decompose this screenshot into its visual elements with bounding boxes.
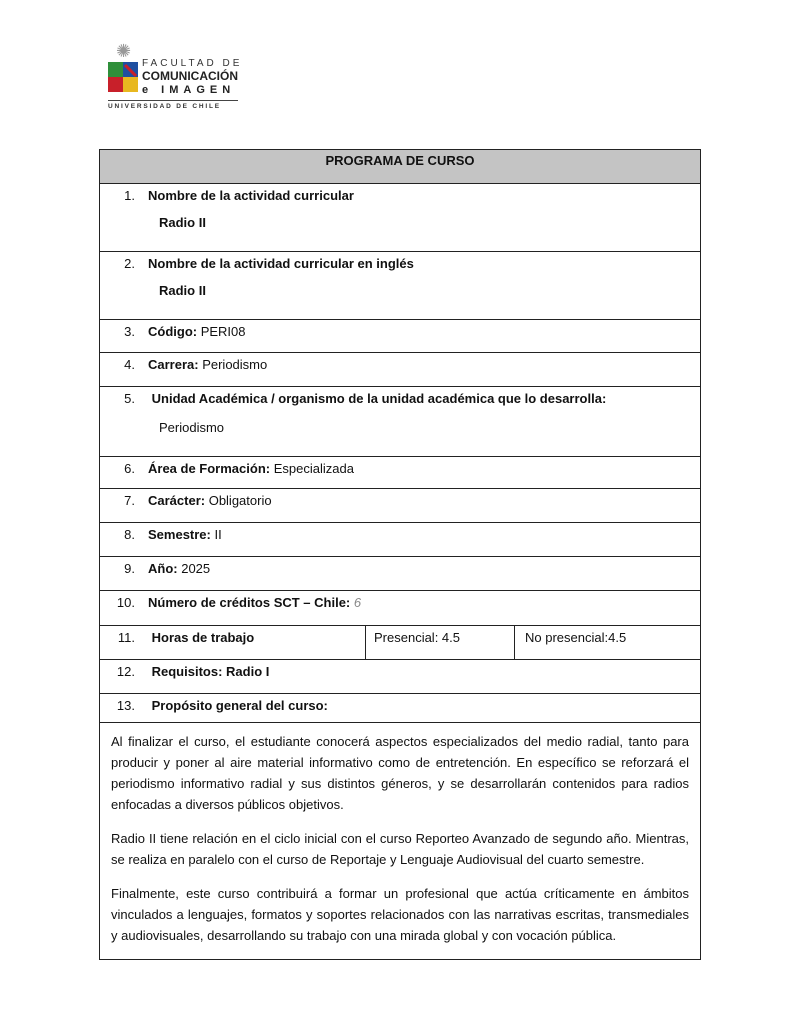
item-value: Especializada	[270, 461, 354, 476]
emblem-star-icon: ✺	[116, 41, 132, 61]
item-number: 4.	[124, 357, 135, 372]
presencial-hours: Presencial: 4.5	[374, 630, 460, 645]
item-number: 5.	[124, 391, 135, 406]
row-academic-unit	[100, 387, 701, 457]
row-year	[100, 557, 701, 591]
item-label: Requisitos: Radio I	[151, 664, 270, 679]
purpose-paragraph: Finalmente, este curso contribuirá a formar un profesional que actúa críticamente en ámbitos vinculados a lenguajes, formatos y soportes relacionados con las narrativas escritas, transmediales y audiovisuales, desarrollando su trabajo con una mirada global y con vocación pública.	[111, 886, 689, 943]
item-number: 12.	[116, 664, 135, 679]
university-shield-icon	[108, 62, 138, 92]
row-career	[100, 353, 701, 387]
no-presencial-hours: No presencial:4.5	[525, 630, 627, 645]
item-number: 8.	[124, 527, 135, 542]
item-value: Periodismo	[159, 420, 225, 435]
item-label: Número de créditos SCT – Chile:	[148, 595, 351, 610]
item-value: 2025	[177, 561, 211, 576]
cell-no-presencial	[515, 626, 701, 660]
logo-text-communication: COMUNICACIÓN	[142, 69, 238, 83]
row-credits	[100, 591, 701, 626]
item-value: Periodismo	[198, 357, 268, 372]
logo-text-university: UNIVERSIDAD DE CHILE	[108, 100, 238, 111]
item-value: 6	[350, 595, 362, 610]
faculty-logo	[108, 41, 243, 114]
item-number: 7.	[124, 493, 135, 508]
item-value: Obligatorio	[205, 493, 272, 508]
item-number: 2.	[124, 256, 135, 271]
item-number: 6.	[124, 461, 135, 476]
item-label: Área de Formación:	[148, 461, 271, 476]
item-label: Nombre de la actividad curricular	[148, 188, 354, 203]
purpose-paragraph: Al finalizar el curso, el estudiante conocerá aspectos especializados del medio radial, tanto para producir y poner al aire material informativo como de entretención. En específico se reforzará el periodismo informativo radial y sus distintos géneros, y se desarrollarán contenidos para radios enfocadas a diversos públicos objetivos.	[111, 734, 689, 812]
table-title: PROGRAMA DE CURSO	[100, 150, 701, 184]
row-work-hours	[100, 626, 366, 660]
row-general-purpose	[100, 694, 701, 960]
row-activity-name	[100, 184, 701, 252]
row-character	[100, 489, 701, 523]
row-semester	[100, 523, 701, 557]
item-label: Año:	[148, 561, 178, 576]
logo-text-image: e IMAGEN	[142, 84, 236, 96]
item-label: Unidad Académica / organismo de la unidad académica que lo desarrolla:	[151, 391, 607, 406]
item-label: Propósito general del curso:	[151, 698, 328, 713]
item-label: Código:	[148, 324, 198, 339]
course-program-table	[99, 149, 701, 960]
item-value: PERI08	[197, 324, 246, 339]
section-divider	[100, 722, 700, 723]
item-value: Radio II	[159, 215, 206, 230]
item-number: 1.	[124, 188, 135, 203]
row-activity-name-english	[100, 252, 701, 320]
item-number: 13.	[116, 698, 135, 713]
item-label: Carrera:	[148, 357, 199, 372]
item-label: Semestre:	[148, 527, 211, 542]
row-training-area	[100, 457, 701, 489]
item-label: Carácter:	[148, 493, 206, 508]
item-value: II	[210, 527, 222, 542]
item-label: Nombre de la actividad curricular en inglés	[148, 256, 414, 271]
item-number: 9.	[124, 561, 135, 576]
row-requirements	[100, 660, 701, 694]
row-code	[100, 320, 701, 353]
item-label: Horas de trabajo	[151, 630, 255, 645]
item-number: 10.	[116, 595, 135, 610]
logo-text-faculty: FACULTAD DE	[142, 58, 243, 69]
item-number: 11.	[117, 630, 135, 645]
cell-presencial	[366, 626, 515, 660]
purpose-paragraph: Radio II tiene relación en el ciclo inicial con el curso Reporteo Avanzado de segundo año. Mientras, se realiza en paralelo con el curso de Reportaje y Lenguaje Audiovisual del cuarto semestre.	[111, 831, 689, 867]
item-number: 3.	[124, 324, 135, 339]
item-value: Radio II	[159, 283, 206, 298]
